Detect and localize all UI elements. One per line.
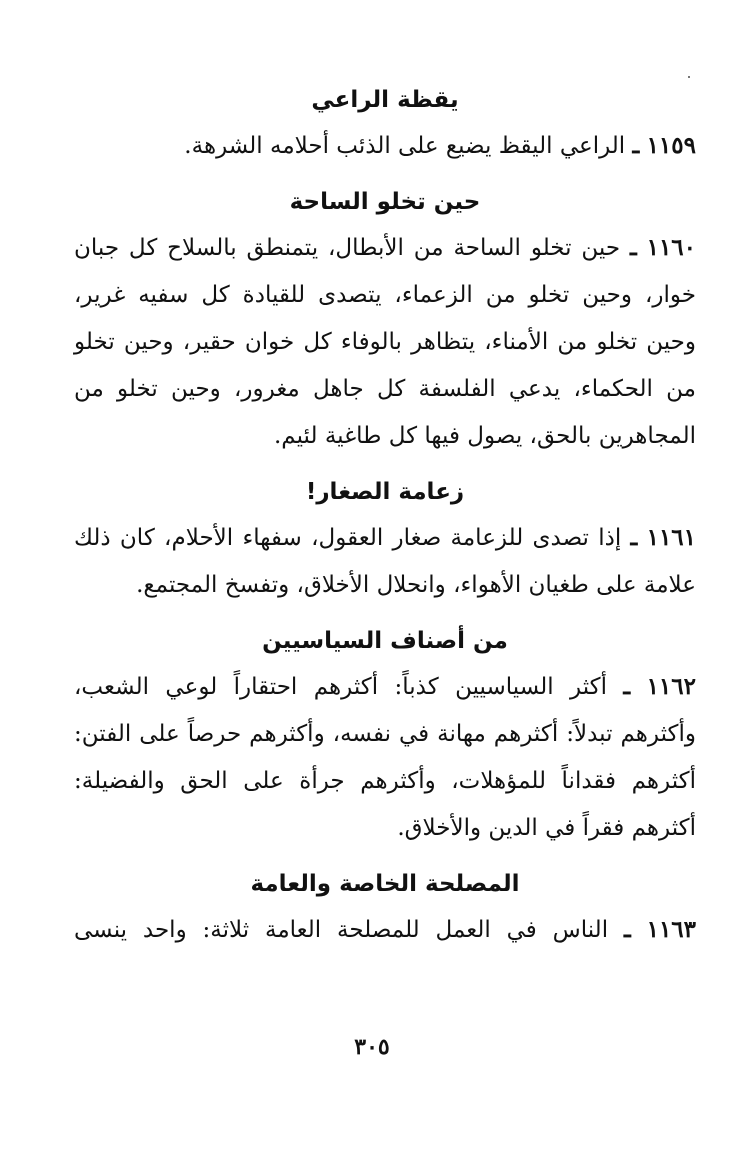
entry-text: الناس في العمل للمصلحة العامة ثلاثة: واحد ينسى [74,917,609,943]
entry-number: ١١٦٣ [646,916,697,943]
entry-separator: ـ [623,673,631,700]
entry-separator: ـ [630,524,638,551]
section-heading-private-public-interest: المصلحة الخاصة والعامة [250,871,520,897]
entry-number: ١١٦٠ [646,234,697,261]
entry-separator: ـ [629,234,637,261]
section-heading-leadership-of-small: زعامة الصغار! [305,479,465,505]
entry-1159 [74,122,696,170]
entry-number: ١١٥٩ [646,132,696,159]
entry-1163 [74,906,696,954]
entry-1161 [74,514,696,609]
entry-1160 [74,224,696,460]
book-page [74,72,696,958]
entry-separator: ـ [623,916,631,943]
entry-1162 [74,663,696,852]
entry-number: ١١٦١ [646,524,697,551]
entry-number: ١١٦٢ [646,673,696,700]
entry-text: الراعي اليقظ يضيع على الذئب أحلامه الشرهة. [184,133,626,159]
entry-text: إذا تصدى للزعامة صغار العقول، سفهاء الأحلام، كان ذلك علامة على طغيان الأهواء، وانحلال الأخلاق، وتفسخ المجتمع. [74,525,696,598]
page-number: ٣٠٥ [354,1034,390,1060]
section-heading-politicians-types: من أصناف السياسيين [262,628,508,654]
entry-separator: ـ [632,132,640,159]
entry-text: حين تخلو الساحة من الأبطال، يتمنطق بالسلاح كل جبان خوار، وحين تخلو من الزعماء، يتصدى للقيادة كل سفيه غرير، وحين تخلو من الأمناء، يتظاهر بالوفاء كل خوان حقير، وحين تخلو من الحكماء، يدعي الفلسفة كل جاهل مغرور، وحين تخلو من المجاهرين بالحق، يصول فيها كل طاغية لئيم. [74,235,696,449]
section-heading-empty-arena: حين تخلو الساحة [289,189,481,215]
entry-text: أكثر السياسيين كذباً: أكثرهم احتقاراً لوعي الشعب، وأكثرهم تبدلاً: أكثرهم مهانة في نفسه، وأكثرهم حرصاً على الفتن: أكثرهم فقداناً للمؤهلات، وأكثرهم جرأة على الحق والفضيلة: أكثرهم فقراً في الدين والأخلاق. [74,674,696,841]
section-heading-shepherd: يقظة الراعي [311,87,459,113]
